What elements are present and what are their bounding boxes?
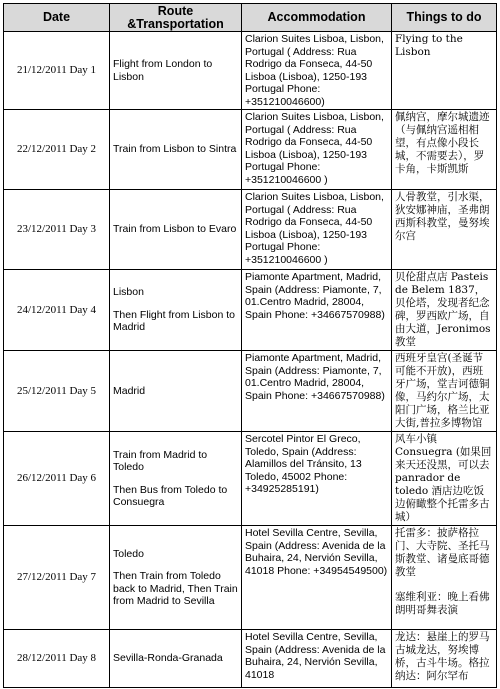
route-cell <box>110 351 242 432</box>
accommodation-cell: Clarion Suites Lisboa, Lisbon, Portugal ( Address: Rua Rodrigo da Fonseca, 44-50 Lisboa (Lisboa), 1250-193 Portugal Phone: +351210046600 ) <box>242 110 392 190</box>
table-row <box>4 32 497 110</box>
things-cell <box>392 432 497 526</box>
table-row <box>4 630 497 688</box>
itinerary-table <box>3 3 497 688</box>
date-cell: 22/12/2011 Day 2 <box>4 110 110 190</box>
route-cell <box>110 32 242 110</box>
date-cell: 28/12/2011 Day 8 <box>4 630 110 688</box>
date-cell: 21/12/2011 Day 1 <box>4 32 110 110</box>
things-line: 风车小镇 Consuegra (如果回来天还没黑，可以去 panrador de toledo 酒店边吃饭边俯瞰整个托雷多古城） <box>395 433 492 523</box>
route-line: Madrid <box>113 384 146 397</box>
route-line: Train from Madrid to Toledo <box>113 448 208 473</box>
table-row <box>4 110 497 190</box>
date-cell: 24/12/2011 Day 4 <box>4 270 110 351</box>
route-cell <box>110 526 242 630</box>
route-line: Sevilla-Ronda-Granada <box>113 652 223 665</box>
route-line: Lisbon <box>113 286 144 299</box>
date-cell: 23/12/2011 Day 3 <box>4 190 110 270</box>
accommodation-cell: Sercotel Pintor El Greco, Toledo, Spain (Address: Alamillos del Tránsito, 13 Toledo, 45002 Phone: +34925285191) <box>242 432 392 526</box>
things-line: 贝伦甜点店 Pasteis de Belem 1837，贝伦塔，发现者纪念碑，罗西欧广场，自由大道，Jeronimos 教堂 <box>395 271 491 348</box>
things-cell <box>392 351 497 432</box>
header-things-to-do: Things to do <box>392 4 497 32</box>
things-cell <box>392 526 497 630</box>
date-cell: 25/12/2011 Day 5 <box>4 351 110 432</box>
table-row <box>4 351 497 432</box>
route-cell <box>110 432 242 526</box>
header-date: Date <box>4 4 110 32</box>
route-line: Train from Lisbon to Evaro <box>113 223 237 236</box>
route-line: Toledo <box>113 547 144 560</box>
table-row <box>4 432 497 526</box>
things-cell <box>392 110 497 190</box>
date-cell: 27/12/2011 Day 7 <box>4 526 110 630</box>
route-cell <box>110 110 242 190</box>
things-line: 托雷多：披萨格拉门、大寺院、圣托马斯教堂、诸曼底哥德教堂 <box>395 527 490 578</box>
accommodation-cell: Clarion Suites Lisboa, Lisbon, Portugal ( Address: Rua Rodrigo da Fonseca, 44-50 Lisboa (Lisboa), 1250-193 Portugal Phone: +351210046600 ) <box>242 190 392 270</box>
table-row <box>4 270 497 351</box>
route-cell <box>110 270 242 351</box>
accommodation-cell: Piamonte Apartment, Madrid, Spain (Address: Piamonte, 7, 01.Centro Madrid, 28004, Spain Phone: +34667570988) <box>242 270 392 351</box>
things-line: 人骨教堂，引水渠，狄安娜神庙，圣弗朗西斯科教堂，曼努埃尔宫 <box>395 191 490 242</box>
things-line: 佩纳宫，摩尔城遗迹（与佩纳宫遥相相望，有点像小段长城，不需要去），罗卡角，卡斯凯斯 <box>395 111 490 175</box>
route-line: Then Train from Toledo back to Madrid, Then Train from Madrid to Sevilla <box>113 570 238 607</box>
route-cell <box>110 630 242 688</box>
date-cell: 26/12/2011 Day 6 <box>4 432 110 526</box>
things-line: Flying to the Lisbon <box>395 33 463 58</box>
table-row <box>4 190 497 270</box>
things-cell <box>392 270 497 351</box>
route-line: Flight from London to Lisbon <box>113 58 213 83</box>
route-line: Train from Lisbon to Sintra <box>113 143 237 156</box>
accommodation-cell: Clarion Suites Lisboa, Lisbon, Portugal ( Address: Rua Rodrigo da Fonseca, 44-50 Lisboa (Lisboa), 1250-193 Portugal Phone: +351210046600) <box>242 32 392 110</box>
table-row <box>4 526 497 630</box>
things-line: 西班牙皇宫(圣诞节可能不开放)，西班牙广场，堂吉诃德铜像，马约尔广场，太阳门广场，格兰比亚大街,普拉多博物馆 <box>395 352 490 429</box>
things-cell <box>392 630 497 688</box>
things-cell <box>392 32 497 110</box>
accommodation-cell: Hotel Sevilla Centre, Sevilla, Spain (Address: Avenida de la Buhaira, 24, Nervión Sevilla, 41018 Phone: +34954549500) <box>242 526 392 630</box>
route-line: Then Flight from Lisbon to Madrid <box>113 308 235 334</box>
accommodation-cell: Hotel Sevilla Centre, Sevilla, Spain (Address: Avenida de la Buhaira, 24, Nervión Sevilla, 41018 <box>242 630 392 688</box>
things-line: 龙达：悬崖上的罗马古城龙达，努埃博桥，古斗牛场。格拉纳达：阿尔罕布 <box>395 631 490 682</box>
route-cell <box>110 190 242 270</box>
accommodation-cell: Piamonte Apartment, Madrid, Spain (Address: Piamonte, 7, 01.Centro Madrid, 28004, Spain Phone: +34667570988) <box>242 351 392 432</box>
header-row <box>4 4 497 32</box>
header-route: Route &Transportation <box>110 4 242 32</box>
things-cell <box>392 190 497 270</box>
header-accommodation: Accommodation <box>242 4 392 32</box>
route-line: Then Bus from Toledo to Consuegra <box>113 483 228 508</box>
things-line: 塞维利亚：晚上看佛朗明哥舞表演 <box>395 591 490 616</box>
